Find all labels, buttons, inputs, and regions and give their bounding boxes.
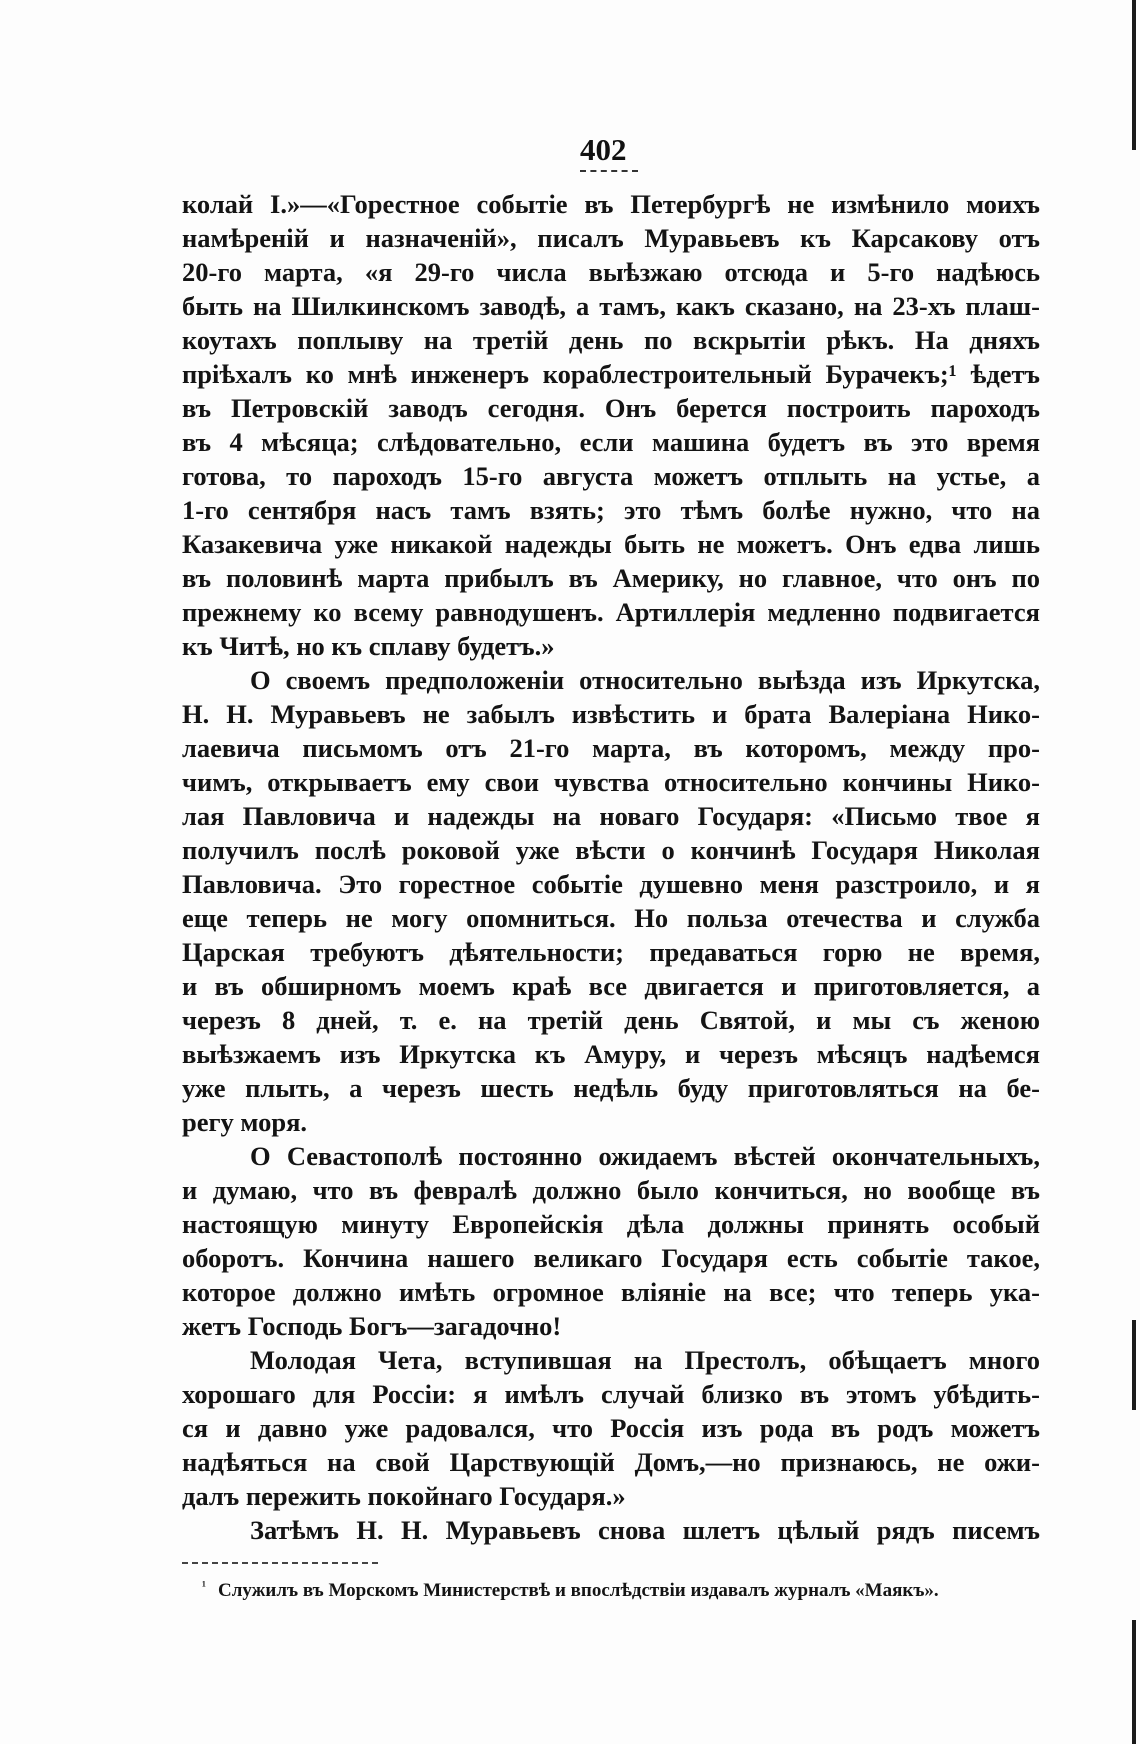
- text-line: О Севастополѣ постоянно ожидаемъ вѣстей окончательныхъ,: [250, 1141, 1040, 1171]
- text-line: оборотъ. Кончина нашего великаго Государя есть событіе такое,: [182, 1243, 1040, 1273]
- footnote-marker: ¹: [202, 1578, 206, 1593]
- text-line: въ половинѣ марта прибылъ въ Америку, но главное, что онъ по: [182, 563, 1040, 593]
- text-line: настоящую минуту Европейскія дѣла должны принять особый: [182, 1209, 1040, 1239]
- text-line: Затѣмъ Н. Н. Муравьевъ снова шлетъ цѣлый рядъ писемъ: [250, 1515, 1040, 1545]
- text-line: намѣреній и назначеній», писалъ Муравьевъ къ Карсакову отъ: [182, 223, 1040, 253]
- text-line: Молодая Чета, вступившая на Престолъ, обѣщаетъ много: [250, 1345, 1040, 1375]
- text-line: жетъ Господь Богъ—загадочно!: [182, 1311, 562, 1341]
- text-line: которое должно имѣть огромное вліяніе на все; что теперь ука-: [182, 1277, 1040, 1307]
- text-line: 20-го марта, «я 29-го числа выѣзжаю отсюда и 5-го надѣюсь: [182, 257, 1040, 287]
- text-line: черезъ 8 дней, т. е. на третій день Святой, и мы съ женою: [182, 1005, 1040, 1035]
- text-line: въ 4 мѣсяца; слѣдовательно, если машина будетъ въ это время: [182, 427, 1040, 457]
- footnote-rule: [182, 1562, 378, 1564]
- text-line: получилъ послѣ роковой уже вѣсти о кончинѣ Государя Николая: [182, 835, 1040, 865]
- text-line: пріѣхалъ ко мнѣ инженеръ кораблестроительный Бурачекъ;¹ ѣдетъ: [182, 359, 1040, 389]
- text-line: и думаю, что въ февралѣ должно было кончиться, но вообще въ: [182, 1175, 1040, 1205]
- text-line: прежнему ко всему равнодушенъ. Артиллерія медленно подвигается: [182, 597, 1040, 627]
- text-line: ся и давно уже радовался, что Россія изъ рода въ родъ можетъ: [182, 1413, 1040, 1443]
- text-line: лая Павловича и надежды на новаго Государя: «Письмо твое я: [182, 801, 1040, 831]
- footnote: [202, 1578, 939, 1602]
- text-line: къ Читѣ, но къ сплаву будетъ.»: [182, 631, 555, 661]
- text-line: колай I.»—«Горестное событіе въ Петербургѣ не измѣнило моихъ: [182, 189, 1040, 219]
- text-line: Казакевича уже никакой надежды быть не можетъ. Онъ едва лишь: [182, 529, 1040, 559]
- text-line: коутахъ поплыву на третій день по вскрытіи рѣкъ. На дняхъ: [182, 325, 1040, 355]
- text-line: уже плыть, а черезъ шесть недѣль буду приготовляться на бе-: [182, 1073, 1040, 1103]
- footnote-text: Служилъ въ Морскомъ Министерствѣ и впослѣдствіи издавалъ журналъ «Маякъ».: [218, 1580, 939, 1601]
- scan-edge-mark: [1132, 1620, 1136, 1744]
- page-number: 402: [580, 132, 627, 167]
- text-line: О своемъ предположеніи относительно выѣзда изъ Иркутска,: [250, 665, 1040, 695]
- text-line: лаевича письмомъ отъ 21-го марта, въ которомъ, между про-: [182, 733, 1040, 763]
- text-line: Н. Н. Муравьевъ не забылъ извѣстить и брата Валеріана Нико-: [182, 699, 1040, 729]
- text-line: Павловича. Это горестное событіе душевно меня разстроило, и я: [182, 869, 1040, 899]
- scan-edge-mark: [1132, 1320, 1136, 1410]
- text-line: въ Петровскій заводъ сегодня. Онъ берется построить пароходъ: [182, 393, 1040, 423]
- text-line: готова, то пароходъ 15-го августа можетъ отплыть на устье, а: [182, 461, 1040, 491]
- text-line: хорошаго для Россіи: я имѣлъ случай близко въ этомъ убѣдить-: [182, 1379, 1040, 1409]
- text-line: быть на Шилкинскомъ заводѣ, а тамъ, какъ сказано, на 23-хъ плаш-: [182, 291, 1040, 321]
- text-line: далъ пережить покойнаго Государя.»: [182, 1481, 626, 1511]
- text-line: и въ обширномъ моемъ краѣ все двигается и приготовляется, а: [182, 971, 1040, 1001]
- text-line: чимъ, открываетъ ему свои чувства относительно кончины Нико-: [182, 767, 1040, 797]
- text-line: 1-го сентября насъ тамъ взять; это тѣмъ болѣе нужно, что на: [182, 495, 1040, 525]
- text-line: еще теперь не могу опомниться. Но польза отечества и служба: [182, 903, 1040, 933]
- page-number-rule: [580, 170, 638, 172]
- text-line: надѣяться на свой Царствующій Домъ,—но признаюсь, не ожи-: [182, 1447, 1040, 1477]
- text-line: регу моря.: [182, 1107, 308, 1137]
- scan-edge-mark: [1132, 0, 1136, 150]
- text-line: выѣзжаемъ изъ Иркутска къ Амуру, и черезъ мѣсяцъ надѣемся: [182, 1039, 1040, 1069]
- text-line: Царская требуютъ дѣятельности; предаваться горю не время,: [182, 937, 1040, 967]
